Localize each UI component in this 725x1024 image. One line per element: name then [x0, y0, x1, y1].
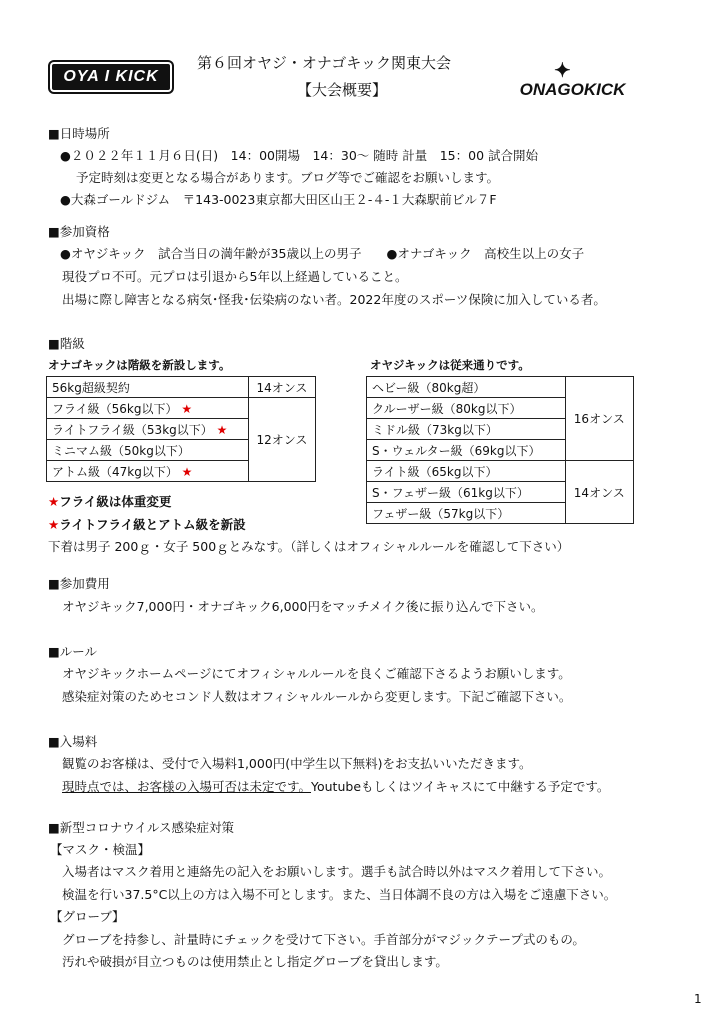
- class-name: S・ウェルター級（69kg以下）: [367, 440, 566, 461]
- class-name: ミニマム級（50kg以下）: [47, 440, 249, 461]
- fee-line-1: オヤジキック7,000円・オナゴキック6,000円をマッチメイク後に振り込んで下さい。: [62, 599, 544, 614]
- eligibility-heading: ■参加資格: [48, 224, 110, 239]
- glove-weight: 16オンス: [565, 377, 633, 461]
- onagokick-logo-text: ONAGOKICK: [519, 80, 626, 99]
- schedule-line-3: ●大森ゴールドジム 〒143-0023東京都大田区山王２-４-１大森駅前ビル７F: [60, 192, 497, 207]
- new-class-star-icon: ★: [181, 464, 193, 479]
- new-class-star-icon: ★: [181, 401, 193, 416]
- schedule-heading: ■日時場所: [48, 126, 110, 141]
- onagokick-classes-caption: オナゴキックは階級を新設します。: [48, 358, 231, 372]
- table-row: [367, 461, 634, 482]
- admission-undecided-note: 現時点では、お客様の入場可否は未定です。: [62, 779, 312, 794]
- covid-heading: ■新型コロナウイルス感染症対策: [48, 820, 235, 835]
- class-name: フライ級（56kg以下） ★: [47, 398, 249, 419]
- oyajikick-classes-caption: オヤジキックは従来通りです。: [370, 358, 530, 372]
- classes-heading: ■階級: [48, 336, 85, 351]
- schedule-line-2: 予定時刻は変更となる場合があります。ブログ等でご確認をお願いします。: [76, 170, 500, 185]
- admission-heading: ■入場料: [48, 734, 98, 749]
- table-row: [47, 377, 316, 398]
- class-name: 56kg超級契約: [47, 377, 249, 398]
- class-name: フェザー級（57kg以下）: [367, 503, 566, 524]
- star-icon: ★: [48, 517, 60, 532]
- onagokick-logo: [510, 58, 635, 100]
- class-note-1: ★フライ級は体重変更: [48, 494, 172, 509]
- class-name: ミドル級（73kg以下）: [367, 419, 566, 440]
- oyajikick-class-table: [366, 376, 634, 524]
- table-row: [367, 377, 634, 398]
- new-class-star-icon: ★: [216, 422, 228, 437]
- class-name: アトム級（47kg以下） ★: [47, 461, 249, 482]
- class-name: ライトフライ級（53kg以下） ★: [47, 419, 249, 440]
- class-note-3: 下着は男子 200ｇ・女子 500ｇとみなす。（詳しくはオフィシャルルールを確認して下さい）: [48, 539, 570, 554]
- eligibility-line-3: 出場に際し障害となる病気･怪我･伝染病のない者。2022年度のスポーツ保険に加入している者。: [62, 292, 606, 307]
- onagokick-class-table: [46, 376, 316, 482]
- class-name: ヘビー級（80kg超）: [367, 377, 566, 398]
- star-icon: ★: [48, 494, 60, 509]
- schedule-line-1: ●２０２２年１１月６日(日) 14：00開場 14：30～ 随時 計量 15：00 試合開始: [60, 148, 539, 163]
- covid-mask-subheading: 【マスク・検温】: [50, 842, 151, 857]
- class-name: ライト級（65kg以下）: [367, 461, 566, 482]
- covid-line-2: 検温を行い37.5°C以上の方は入場不可とします。また、当日体調不良の方は入場をご遠慮下さい。: [62, 887, 617, 902]
- covid-line-1: 入場者はマスク着用と連絡先の記入をお願いします。選手も試合時以外はマスク着用して下さい。: [62, 864, 612, 879]
- admission-line-1: 観覧のお客様は、受付で入場料1,000円(中学生以下無料)をお支払いいただきます。: [62, 756, 532, 771]
- glove-weight: 12オンス: [248, 398, 315, 482]
- admission-line-2: 現時点では、お客様の入場可否は未定です。Youtubeもしくはツイキャスにて中継する予定です。: [62, 779, 610, 794]
- table-row: [47, 398, 316, 419]
- eligibility-line-1: ●オヤジキック 試合当日の満年齢が35歳以上の男子 ●オナゴキック 高校生以上の女子: [60, 246, 585, 261]
- rules-heading: ■ルール: [48, 644, 98, 659]
- covid-line-3: グローブを持参し、計量時にチェックを受けて下さい。手首部分がマジックテープ式のもの。: [62, 932, 585, 947]
- class-name: S・フェザー級（61kg以下）: [367, 482, 566, 503]
- glove-weight: 14オンス: [565, 461, 633, 524]
- page-title: 第６回オヤジ・オナゴキック関東大会: [197, 54, 451, 72]
- eligibility-line-2: 現役プロ不可。元プロは引退から5年以上経過していること。: [62, 269, 408, 284]
- kicker-figure-icon: ✦: [554, 60, 571, 82]
- covid-glove-subheading: 【グローブ】: [50, 909, 125, 924]
- glove-weight: 14オンス: [248, 377, 315, 398]
- covid-line-4: 汚れや破損が目立つものは使用禁止とし指定グローブを貸出します。: [62, 954, 448, 969]
- page-number: 1: [694, 992, 702, 1006]
- oyajikick-logo: OYA I KICK: [50, 62, 172, 92]
- rules-line-2: 感染症対策のためセコンド人数はオフィシャルルールから変更します。下記ご確認下さい。: [62, 689, 572, 704]
- fee-heading: ■参加費用: [48, 576, 110, 591]
- class-note-2: ★ライトフライ級とアトム級を新設: [48, 517, 246, 532]
- page-subtitle: 【大会概要】: [297, 81, 388, 99]
- class-name: クルーザー級（80kg以下）: [367, 398, 566, 419]
- rules-line-1: オヤジキックホームページにてオフィシャルルールを良くご確認下さるようお願いします。: [62, 666, 571, 681]
